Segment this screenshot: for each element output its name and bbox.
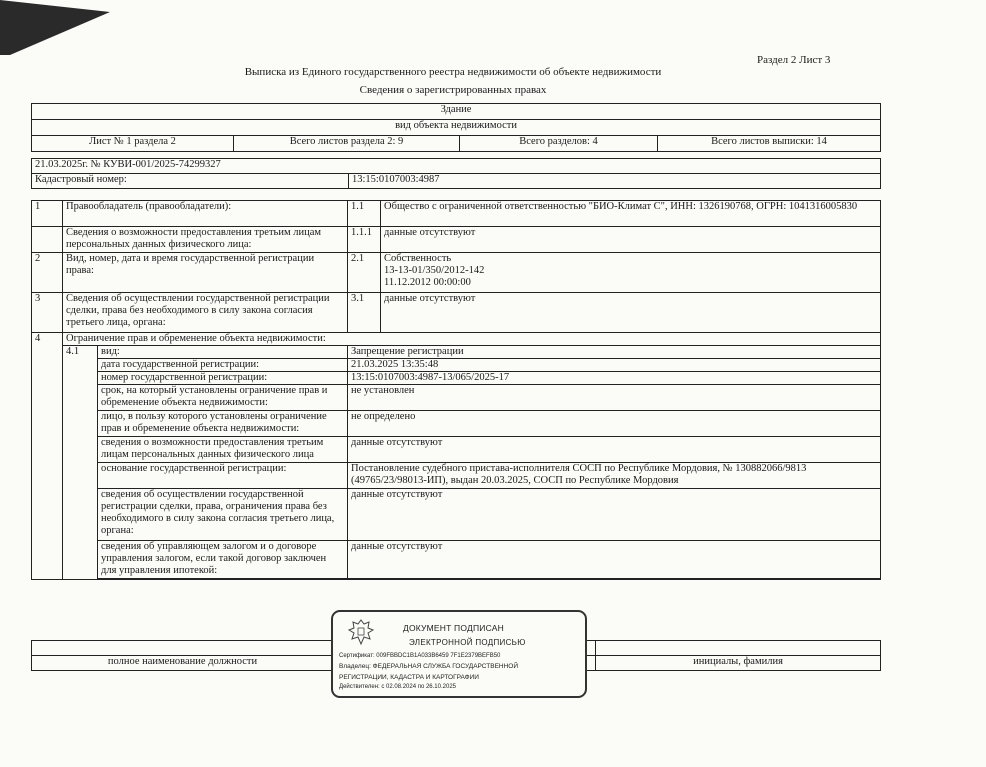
row-code: 1.1 (348, 201, 381, 227)
item-label: сведения об управляющем залогом и о договоре управления залогом, если такой договор заключен для управления ипотекой: (98, 541, 348, 579)
electronic-signature-stamp (331, 610, 587, 698)
row-code: 1.1.1 (348, 227, 381, 253)
item-label: вид: (98, 346, 348, 359)
object-header-table (31, 103, 881, 152)
extract-date-number: 21.03.2025г. № КУВИ-001/2025-74299327 (32, 159, 881, 174)
object-type-value: Здание (32, 104, 881, 120)
item-value: данные отсутствуют (348, 437, 881, 463)
item-value: данные отсутствуют (348, 541, 881, 579)
object-type-label: вид объекта недвижимости (32, 120, 881, 136)
owner-label: Правообладатель (правообладатели): (63, 201, 348, 227)
third-party-value: данные отсутствуют (381, 293, 881, 333)
sections-total: Всего разделов: 4 (460, 136, 658, 152)
scan-corner-mark (0, 0, 110, 55)
item-value: не установлен (348, 385, 881, 411)
item-label: номер государственной регистрации: (98, 372, 348, 385)
document-title: Выписка из Единого государственного реестра недвижимости об объекте недвижимости (244, 66, 662, 78)
owner-value: Общество с ограниченной ответственностью "БИО-Климат С", ИНН: 1326190768, ОГРН: 1041316005830 (381, 201, 881, 227)
stamp-line-1: ДОКУМЕНТ ПОДПИСАН (403, 623, 504, 633)
stamp-owner: Владелец: ФЕДЕРАЛЬНАЯ СЛУЖБА ГОСУДАРСТВЕННОЙ (339, 663, 519, 670)
item-value: 21.03.2025 13:35:48 (348, 359, 881, 372)
third-party-label: Сведения об осуществлении государственной регистрации сделки, права без необходимого в силу закона согласия третьего лица, органа: (63, 293, 348, 333)
row-number: 1 (32, 201, 63, 227)
encumbrance-code: 4.1 (63, 346, 98, 580)
registration-label: Вид, номер, дата и время государственной регистрации права: (63, 253, 348, 293)
item-label: сведения об осуществлении государственной регистрации сделки, права, ограничения права без необходимого в силу закона согласия третьего лица, органа: (98, 489, 348, 541)
registration-number: 13-13-01/350/2012-142 (384, 265, 485, 277)
stamp-certificate: Сертификат: 009FBBDC1B1A033B6459 7F1E2379BEFB50 (339, 653, 501, 659)
row-code: 3.1 (348, 293, 381, 333)
cadastral-table (31, 158, 881, 189)
row-number: 2 (32, 253, 63, 293)
stamp-validity: Действителен: с 02.08.2024 по 26.10.2025 (339, 684, 456, 690)
registration-datetime: 11.12.2012 00:00:00 (384, 277, 471, 289)
item-value: 13:15:0107003:4987-13/065/2025-17 (348, 372, 881, 385)
row-code: 2.1 (348, 253, 381, 293)
cadastral-label: Кадастровый номер: (32, 174, 349, 189)
item-value: не определено (348, 411, 881, 437)
sheets-in-section: Всего листов раздела 2: 9 (234, 136, 460, 152)
personal-data-value: данные отсутствуют (381, 227, 881, 253)
rights-table (31, 200, 881, 580)
stamp-line-2: ЭЛЕКТРОННОЙ ПОДПИСЬЮ (409, 638, 526, 647)
item-label: лицо, в пользу которого установлены ограничение прав и обременение объекта недвижимости: (98, 411, 348, 437)
item-label: сведения о возможности предоставления третьим лицам персональных данных физического лица (98, 437, 348, 463)
item-value: данные отсутствуют (348, 489, 881, 541)
position-label: полное наименование должности (32, 656, 334, 671)
item-value: Постановление судебного пристава-исполнителя СОСП по Республике Мордовия, № 130882066/9813 (49765/23/98013-ИП), выдан 20.03.2025, СОСП по Республике Мордовия (348, 463, 881, 489)
document-subtitle: Сведения о зарегистрированных правах (359, 84, 547, 96)
cadastral-number: 13:15:0107003:4987 (349, 174, 881, 189)
registration-value (381, 253, 881, 293)
item-label: срок, на который установлены ограничение прав и обременение объекта недвижимости: (98, 385, 348, 411)
sheets-total: Всего листов выписки: 14 (658, 136, 881, 152)
row-number: 3 (32, 293, 63, 333)
stamp-owner-2: РЕГИСТРАЦИИ, КАДАСТРА И КАРТОГРАФИИ (339, 674, 479, 681)
item-label: основание государственной регистрации: (98, 463, 348, 489)
encumbrance-label: Ограничение прав и обременение объекта недвижимости: (63, 333, 881, 346)
section-reference: Раздел 2 Лист 3 (757, 54, 831, 66)
personal-data-label: Сведения о возможности предоставления третьим лицам персональных данных физического лица: (63, 227, 348, 253)
name-label: инициалы, фамилия (596, 656, 881, 671)
row-number: 4 (32, 333, 63, 580)
right-type: Собственность (384, 253, 452, 264)
item-value: Запрещение регистрации (348, 346, 881, 359)
item-label: дата государственной регистрации: (98, 359, 348, 372)
sheet-number: Лист № 1 раздела 2 (32, 136, 234, 152)
coat-of-arms-emblem-icon (347, 618, 375, 648)
